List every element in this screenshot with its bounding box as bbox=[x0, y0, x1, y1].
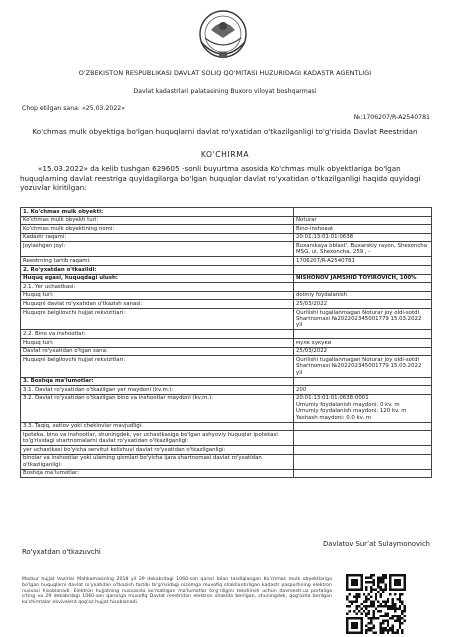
row-label: 3.1. Davlat ro'yxatidan o'tkazilgan yer maydoni (kv.m.): bbox=[21, 386, 294, 395]
row-value: NISHONOV JAMSHID TOYIROVICH, 100% bbox=[294, 274, 432, 283]
row-value: 20:01:13:01:01:0638 bbox=[294, 233, 432, 242]
row-label: Davlat ro'yxatidan o'tgan sana: bbox=[21, 347, 294, 356]
row-value bbox=[294, 422, 432, 431]
row-value: 20:01:13:01:01:0638:0001 Umumiy foydalanish maydoni: 0 kv. m Umumiy foydalanish maydoni: 120 kv. m Yashash maydoni: 0.0 kv. m bbox=[294, 394, 432, 422]
row-value bbox=[294, 208, 432, 217]
table-row bbox=[21, 216, 432, 225]
row-value: Qurilishi tugallanmagan Noturar joy oldi-sotdi Shartnomasi №202202345001779 15.03.2022 yil bbox=[294, 308, 432, 329]
table-row bbox=[21, 308, 432, 329]
row-label: Ipoteka, bino va inshootlar, shuningdek, yer uchastkasiga bo'lgan ashyoviy huquqlar ipotekasi to'g'risidagi shartnomalarni davlat ro'yxatidan o'tkazilganligi: bbox=[21, 431, 294, 446]
row-label: binolar va inshootlar yoki ularning qismlari bo'yicha ijara shartnomasi davlat ro'yxatidan o'tkazilganligi: bbox=[21, 454, 294, 469]
document-subtitle: KO'CHIRMA bbox=[200, 150, 250, 159]
footer-note: Mazkur hujjat Vazirlar Mahkamasining 2018 yil 29 dekabrdagi 1060-son qarori bilan tasdiqlangan Ko'chmas mulk obyektlariga bo'lgan huquqlarni davlat ro'yxatidan o'tkazish tartibi to'g'risidagi nizomga muvofiq shakllantirilgan kadastr pasportining elektron nusxasi hisoblanadi. Elektron hujjatning nusxasida ko'rsatilgan ma'lumotlar to'g'riligini tekshirish uchun davreestr.uz portaliga o'ting va 29 dekabrdagi 1060-son qaroriga muvofiq Davlat reestridan elektron shaklda berilgan, shuningdek, qog'ozda berilgan ko'chirmalar ekvivalent qog'oz hujjat hisoblanadi. bbox=[22, 577, 332, 606]
row-label: Ko'chmas mulk obyektining nomi: bbox=[21, 225, 294, 234]
row-label: Huquq turi: bbox=[21, 338, 294, 347]
row-value bbox=[294, 454, 432, 469]
table-row bbox=[21, 283, 432, 292]
row-label: Huquqni davlat ro'yxatidan o'tkazish sanasi: bbox=[21, 300, 294, 309]
table-row bbox=[21, 233, 432, 242]
row-label: Huquqni belgilovchi hujjat rekvizitlari: bbox=[21, 308, 294, 329]
row-value: Bino-inshoaat bbox=[294, 225, 432, 234]
row-label: 2. Ro'yxatdan o'tkazildi: bbox=[21, 265, 294, 274]
row-value: 1706207/R-A2540781 bbox=[294, 257, 432, 266]
table-row bbox=[21, 454, 432, 469]
row-value: Qurilishi tugallanmagan Noturar joy oldi-sotdi Shartnomasi №202202345001779 15.03.2022 yil bbox=[294, 356, 432, 377]
row-value: 25/03/2022 bbox=[294, 347, 432, 356]
table-row bbox=[21, 330, 432, 339]
row-label: 2.1. Yer uchastkasi: bbox=[21, 283, 294, 292]
row-label: Joylashgan joyi: bbox=[21, 242, 294, 257]
table-row bbox=[21, 422, 432, 431]
row-label: Reestrning tartib raqami: bbox=[21, 257, 294, 266]
property-details-table bbox=[20, 207, 432, 478]
office-name: Davlat kadastrlari palatasining Buxoro viloyat boshqarmasi bbox=[133, 88, 317, 95]
row-label: yer uchastkasi bo'yicha servitut kelishuvi davlat ro'yxatidan o'tkazilganligi: bbox=[21, 446, 294, 455]
table-row bbox=[21, 347, 432, 356]
registry-number: №:1706207/R-A2540781 bbox=[353, 114, 430, 121]
table-row bbox=[21, 225, 432, 234]
row-label: Huquq turi: bbox=[21, 291, 294, 300]
row-label: 3. Boshqa ma'lumotlar: bbox=[21, 377, 294, 386]
row-label: Boshqa ma'lumotlar: bbox=[21, 469, 294, 478]
row-label: Huquq egasi, huquqdagi ulush: bbox=[21, 274, 294, 283]
table-row bbox=[21, 257, 432, 266]
row-value: мулк хукуки bbox=[294, 338, 432, 347]
table-row bbox=[21, 274, 432, 283]
row-value: doimiy foydalanish bbox=[294, 291, 432, 300]
row-value bbox=[294, 265, 432, 274]
row-label: 1. Ko'chmas mulk obyekti: bbox=[21, 208, 294, 217]
agency-name: O'ZBEKISTON RESPUBLIKASI DAVLAT SOLIQ QO'MITASI HUZURIDAGI KADASTR AGENTLIGI bbox=[78, 69, 372, 77]
registrar-role: Ro'yxatdan o'tkazuvchi bbox=[22, 548, 101, 556]
row-label: 3.2. Davlat ro'yxatidan o'tkazilgan bino va inshootlar maydoni (kv.m.): bbox=[21, 394, 294, 422]
row-value bbox=[294, 330, 432, 339]
row-label: Kadastr raqami: bbox=[21, 233, 294, 242]
table-row bbox=[21, 356, 432, 377]
row-label: 3.3. Taqiq, xatlov yoki cheklovlar mavjudligi: bbox=[21, 422, 294, 431]
row-value: Buxarskaya oblast', Buxarskiy rayon, Shexoncha MSG, ul. Shexoncha, 259 , - bbox=[294, 242, 432, 257]
table-row bbox=[21, 265, 432, 274]
table-row bbox=[21, 291, 432, 300]
table-row bbox=[21, 394, 432, 422]
row-value bbox=[294, 469, 432, 478]
table-row bbox=[21, 446, 432, 455]
row-label: Huquqni belgilovchi hujjat rekvizitlari: bbox=[21, 356, 294, 377]
row-value: Noturar bbox=[294, 216, 432, 225]
table-row bbox=[21, 469, 432, 478]
intro-paragraph: «15.03.2022» da kelib tushgan 629605 -sonli buyurtma asosida Ko'chmas mulk obyektlariga bo'lgan huquqlarning davlat reestriga quyidagilarga bo'lgan huquqlar davlat ro'yxatidan o'tkazilganligi haqida quyidagi yozuvlar kiritilgan: bbox=[20, 164, 421, 192]
table-row bbox=[21, 208, 432, 217]
table-row bbox=[21, 377, 432, 386]
row-value: 25/03/2022 bbox=[294, 300, 432, 309]
table-row bbox=[21, 242, 432, 257]
row-label: Ko'chmas mulk obyekti turi: bbox=[21, 216, 294, 225]
table-row bbox=[21, 338, 432, 347]
document-title: Ko'chmas mulk obyektiga bo'lgan huquqlarni davlat ro'yxatidan o'tkazilganligi to'g'risida Davlat Reestridan bbox=[32, 127, 418, 136]
row-value bbox=[294, 377, 432, 386]
row-label: 2.2. Bino va inshootlar: bbox=[21, 330, 294, 339]
table-row bbox=[21, 300, 432, 309]
row-value: 200 bbox=[294, 386, 432, 395]
table-row bbox=[21, 431, 432, 446]
table-row bbox=[21, 386, 432, 395]
row-value bbox=[294, 446, 432, 455]
state-emblem-icon bbox=[193, 8, 253, 62]
registrar-name: Davlatov Surʼat Sulaymonovich bbox=[323, 540, 430, 548]
row-value bbox=[294, 283, 432, 292]
row-value bbox=[294, 431, 432, 446]
qr-code-icon bbox=[346, 574, 406, 634]
issued-date: Chop etilgan sana: «25.03.2022» bbox=[22, 105, 125, 112]
